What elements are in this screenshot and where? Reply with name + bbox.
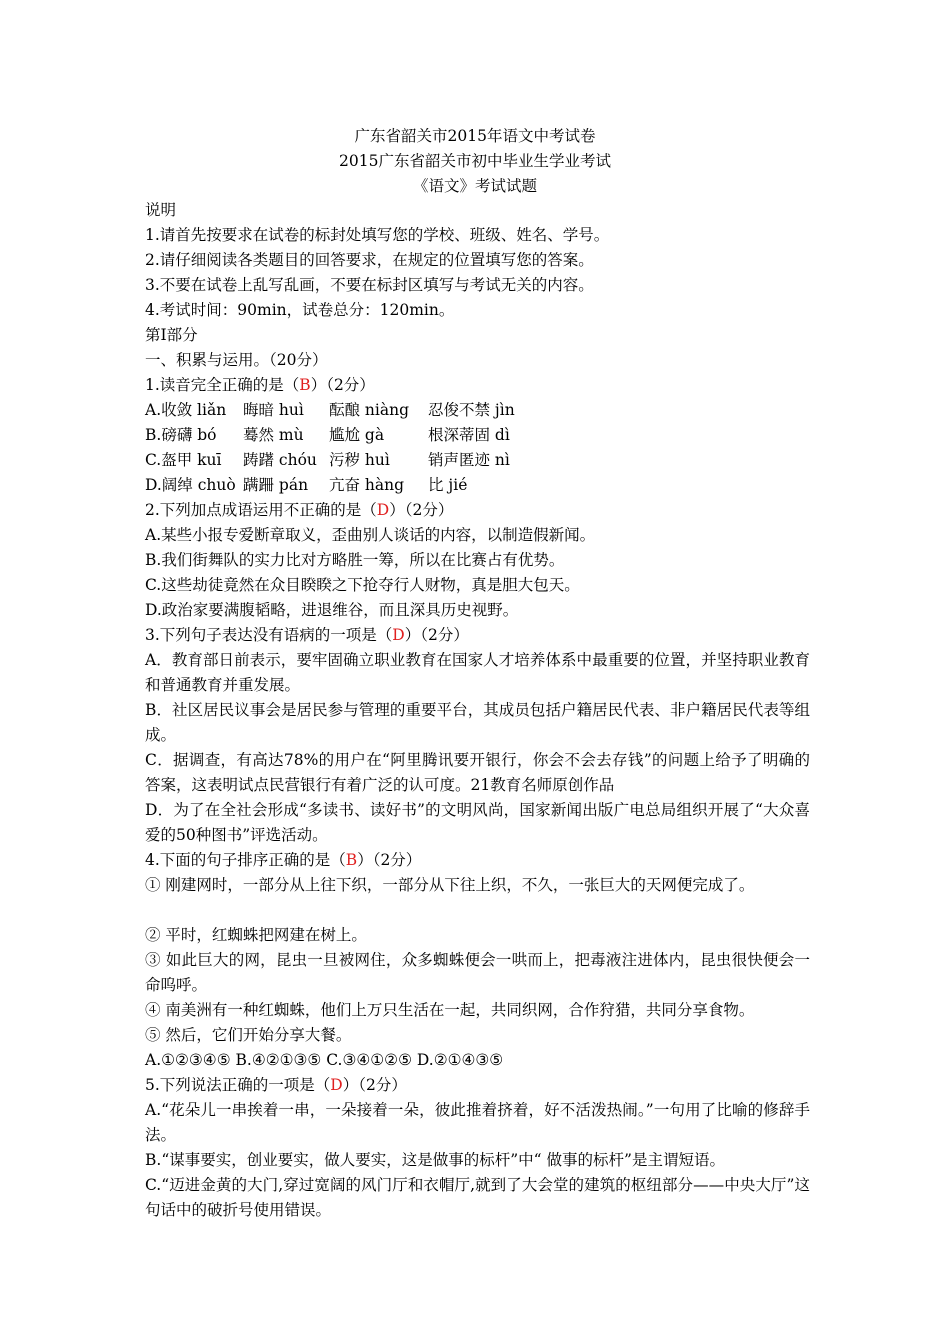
q2-option: B.我们街舞队的实力比对方略胜一筹，所以在比赛占有优势。 [145, 551, 565, 569]
question-4-stem: 4.下面的句子排序正确的是（B）（2分） [145, 851, 422, 869]
instructions-heading: 说明 [145, 201, 177, 219]
q3-option: D．为了在全社会形成“多读书、读好书”的文明风尚，国家新闻出版广电总局组织开展了“大众喜爱的50种图书”评选活动。 [145, 801, 810, 844]
instruction-item: 3.不要在试卷上乱写乱画，不要在标封区填写与考试无关的内容。 [145, 276, 594, 294]
q3-option: A．教育部日前表示，要牢固确立职业教育在国家人才培养体系中最重要的位置，并坚持职业教育和普通教育并重发展。 [145, 651, 810, 694]
question-5-stem: 5.下列说法正确的一项是（D）（2分） [145, 1076, 407, 1094]
question-2-stem: 2.下列加点成语运用不正确的是（D）（2分） [145, 501, 454, 519]
exam-subject: 《语文》考试试题 [412, 177, 537, 195]
q1-option-row: B.磅礴 bó 蓦然 mù 尴尬 gà 根深蒂固 dì [145, 426, 510, 444]
q4-options: A.①②③④⑤ B.④②①③⑤ C.③④①②⑤ D.②①④③⑤ [145, 1051, 504, 1069]
answer-mark: B [299, 376, 311, 394]
q3-option: B．社区居民议事会是居民参与管理的重要平台，其成员包括户籍居民代表、非户籍居民代表等组成。 [145, 701, 810, 744]
question-1-stem: 1.读音完全正确的是（B）（2分） [145, 376, 375, 394]
q5-option: B.“谋事要实，创业要实，做人要实，这是做事的标杆”中“ 做事的标杆”是主谓短语。 [145, 1151, 725, 1169]
q5-option: C.“迈进金黄的大门,穿过宽阔的风门厅和衣帽厅,就到了大会堂的建筑的枢纽部分——中央大厅”这句话中的破折号使用错误。 [145, 1176, 810, 1219]
q4-sentence: ① 刚建网时，一部分从上往下织，一部分从下往上织，不久，一张巨大的天网便完成了。 [145, 876, 755, 894]
section-heading: 一、积累与运用。（20分） [145, 351, 328, 369]
instruction-item: 4.考试时间：90min，试卷总分：120min。 [145, 301, 455, 319]
blank-line [145, 898, 810, 923]
instruction-item: 1.请首先按要求在试卷的标封处填写您的学校、班级、姓名、学号。 [145, 226, 610, 244]
q4-sentence: ⑤ 然后，它们开始分享大餐。 [145, 1026, 352, 1044]
answer-mark: D [330, 1076, 343, 1094]
q2-option: C.这些劫徒竟然在众目睽睽之下抢夺行人财物，真是胆大包天。 [145, 576, 580, 594]
q1-option-row: A.收敛 liǎn 晦暗 huì 酝酿 niàng 忍俊不禁 jìn [145, 401, 515, 419]
q4-sentence: ② 平时，红蜘蛛把网建在树上。 [145, 926, 367, 944]
title-block [0, 124, 950, 199]
q5-option: A.“花朵儿一串挨着一串，一朵接着一朵，彼此推着挤着，好不活泼热闹。”一句用了比喻的修辞手法。 [145, 1101, 810, 1144]
q1-option-row: C.盔甲 kuī 踌躇 chóu 污秽 huì 销声匿迹 nì [145, 451, 510, 469]
answer-mark: B [345, 851, 358, 869]
q4-sentence: ③ 如此巨大的网，昆虫一旦被网住，众多蜘蛛便会一哄而上，把毒液注进体内，昆虫很快便会一命呜呼。 [145, 951, 810, 994]
answer-mark: D [376, 501, 390, 519]
answer-mark: D [392, 626, 405, 644]
q1-option-row: D.阔绰 chuò 蹒跚 pán 亢奋 hàng 比 jié [145, 476, 468, 494]
q2-option: D.政治家要满腹韬略，进退维谷，而且深具历史视野。 [145, 601, 519, 619]
q4-sentence: ④ 南美洲有一种红蜘蛛，他们上万只生活在一起，共同织网，合作狩猎，共同分享食物。 [145, 1001, 755, 1019]
q3-option: C．据调查，有高达78%的用户在“阿里腾讯要开银行，你会不会去存钱”的问题上给予了明确的答案，这表明试点民营银行有着广泛的认可度。21教育名师原创作品 [145, 751, 810, 794]
exam-subtitle: 2015广东省韶关市初中毕业生学业考试 [339, 152, 611, 170]
exam-body [145, 198, 810, 1223]
question-3-stem: 3.下列句子表达没有语病的一项是（D）（2分） [145, 626, 469, 644]
q2-option: A.某些小报专爱断章取义，歪曲别人谈话的内容，以制造假新闻。 [145, 526, 596, 544]
part-heading: 第Ⅰ部分 [145, 326, 198, 344]
exam-title: 广东省韶关市2015年语文中考试卷 [354, 127, 596, 145]
instruction-item: 2.请仔细阅读各类题目的回答要求，在规定的位置填写您的答案。 [145, 251, 594, 269]
